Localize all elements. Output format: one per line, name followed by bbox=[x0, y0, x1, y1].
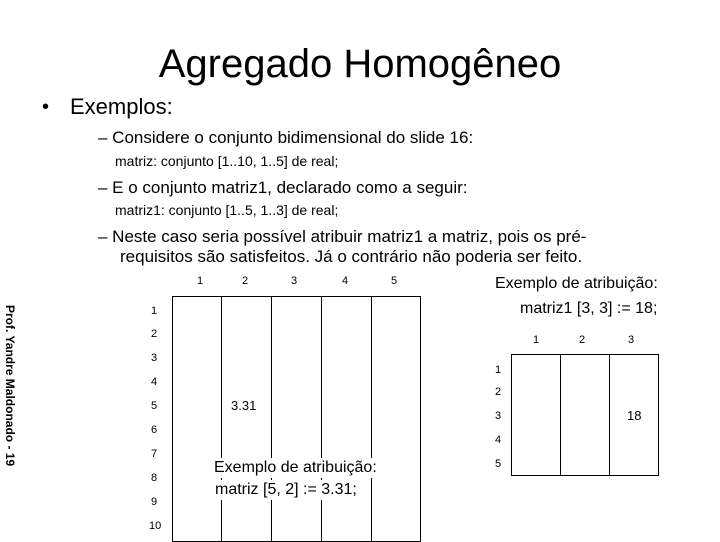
big-col-header: 2 bbox=[242, 275, 249, 287]
matriz-grid bbox=[172, 296, 421, 542]
code-matriz1: matriz1: conjunto [1..5, 1..3] de real; bbox=[115, 202, 339, 218]
big-col-header: 4 bbox=[342, 275, 349, 287]
small-grid-caption-2: matriz1 [3, 3] := 18; bbox=[520, 300, 658, 317]
item-case-line1: – Neste caso seria possível atribuir matriz1 a matriz, pois os pré- bbox=[98, 227, 587, 246]
big-row-header: 7 bbox=[151, 448, 158, 460]
grid-col-line bbox=[271, 296, 272, 542]
item-case-line2: requisitos são satisfeitos. Já o contrário não poderia ser feito. bbox=[120, 247, 583, 266]
item-and-set: – E o conjunto matriz1, declarado como a seguir: bbox=[98, 178, 468, 197]
small-row-header: 1 bbox=[495, 364, 502, 376]
big-grid-caption-2: matriz [5, 2] := 3.31; bbox=[215, 481, 357, 498]
grid-col-line bbox=[560, 354, 561, 476]
bullet-heading: Exemplos: bbox=[70, 94, 173, 119]
big-row-header: 4 bbox=[151, 376, 158, 388]
grid-col-line bbox=[321, 296, 322, 542]
big-col-header: 1 bbox=[197, 275, 204, 287]
big-row-header: 9 bbox=[151, 496, 158, 508]
big-row-header: 6 bbox=[151, 424, 158, 436]
small-row-header: 2 bbox=[495, 386, 502, 398]
code-matriz: matriz: conjunto [1..10, 1..5] de real; bbox=[115, 153, 339, 169]
small-row-header: 3 bbox=[495, 410, 502, 422]
page-title: Agregado Homogêneo bbox=[158, 42, 562, 86]
small-col-header: 1 bbox=[533, 334, 540, 346]
big-grid-value: 3.31 bbox=[231, 398, 257, 413]
item-consider: – Considere o conjunto bidimensional do slide 16: bbox=[98, 128, 474, 147]
big-col-header: 5 bbox=[391, 275, 398, 287]
small-row-header: 5 bbox=[495, 458, 502, 470]
grid-border bbox=[172, 296, 421, 542]
small-col-header: 3 bbox=[628, 334, 635, 346]
small-grid-value: 18 bbox=[627, 408, 642, 423]
big-row-header: 1 bbox=[151, 305, 158, 317]
grid-col-line bbox=[371, 296, 372, 542]
big-row-header: 3 bbox=[151, 352, 158, 364]
small-row-header: 4 bbox=[495, 434, 502, 446]
big-grid-caption-1: Exemplo de atribuição: bbox=[214, 459, 377, 476]
big-row-header: 10 bbox=[149, 520, 162, 532]
grid-col-line bbox=[609, 354, 610, 476]
small-grid-caption-1: Exemplo de atribuição: bbox=[495, 275, 658, 292]
bullet-dot: • bbox=[42, 96, 50, 118]
big-row-header: 2 bbox=[151, 328, 158, 340]
side-label: Prof. Yandre Maldonado - 19 bbox=[3, 305, 17, 467]
big-col-header: 3 bbox=[291, 275, 298, 287]
big-row-header: 8 bbox=[151, 472, 158, 484]
grid-col-line bbox=[221, 296, 222, 542]
big-row-header: 5 bbox=[151, 400, 158, 412]
small-col-header: 2 bbox=[579, 334, 586, 346]
